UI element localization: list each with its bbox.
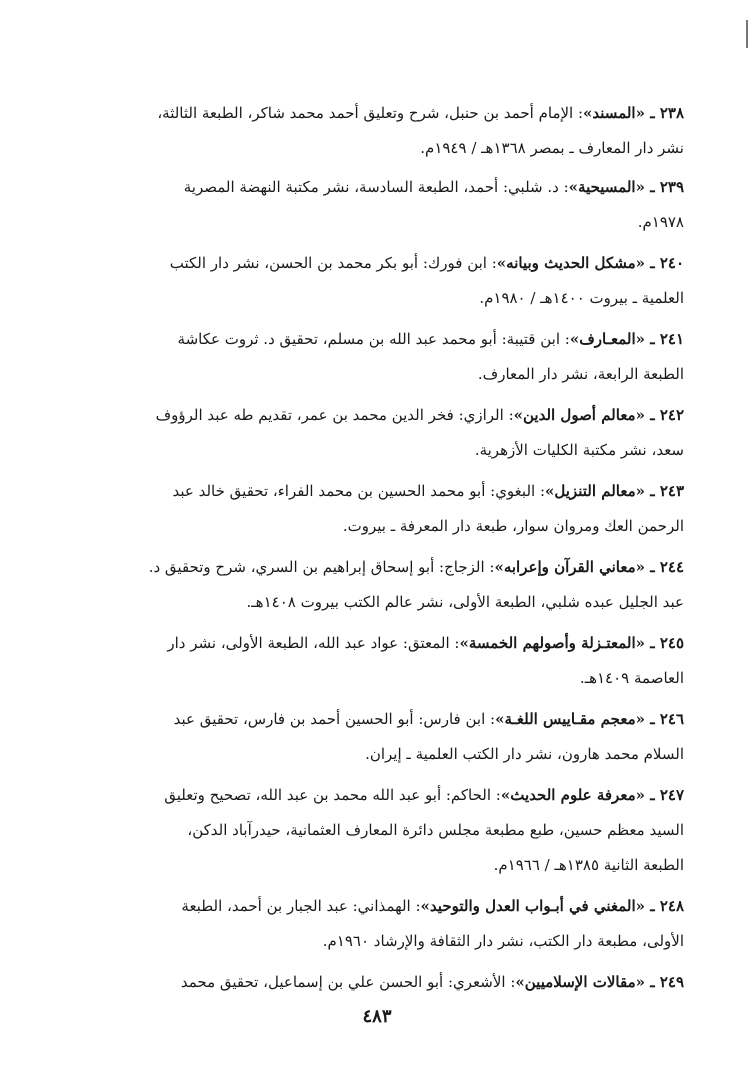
entry-number: ٢٤٣ [659, 482, 684, 500]
entry-title: «معاني القرآن وإعرابه» [494, 558, 645, 576]
entry-dash: ـ [644, 558, 660, 576]
entry-dash: ـ [644, 710, 660, 728]
entry-text: : د. شلبي: أحمد، الطبعة السادسة، نشر مكتبة النهضة المصرية [183, 178, 569, 196]
entry-dash: ـ [644, 973, 660, 991]
entry-number: ٢٤١ [659, 330, 684, 348]
entry-title: «المسند» [583, 104, 645, 122]
entry-first-line [104, 702, 684, 737]
entry-text: : الإمام أحمد بن حنبل، شرح وتعليق أحمد محمد شاكر، الطبعة الثالثة، [157, 104, 584, 122]
entry-text: : الهمذاني: عبد الجبار بن أحمد، الطبعة [181, 897, 421, 915]
entry-title: «المعتـزلة وأصولهم الخمسة» [459, 634, 645, 652]
entry-text: : الزجاج: أبو إسحاق إبراهيم بن السري، شرح وتحقيق د. [148, 558, 495, 576]
entry-dash: ـ [644, 104, 660, 122]
entry-continuation: سعد، نشر مكتبة الكليات الأزهرية. [474, 441, 684, 459]
bibliography-entry [104, 550, 684, 620]
entry-number: ٢٤٨ [659, 897, 684, 915]
entry-continuation: نشر دار المعارف ـ بمصر ١٣٦٨هـ / ١٩٤٩م. [420, 139, 684, 157]
entry-number: ٢٤٢ [659, 406, 684, 424]
entry-continuation: الأولى، مطبعة دار الكتب، نشر دار الثقافة والإرشاد ١٩٦٠م. [322, 932, 684, 950]
bibliography-entry [104, 965, 684, 1000]
entry-first-line [104, 474, 684, 509]
entry-number: ٢٤٦ [659, 710, 684, 728]
page-edge-mark [746, 20, 748, 48]
entry-continuation: العاصمة ١٤٠٩هـ. [579, 669, 684, 687]
page-number: ٤٨٣ [362, 1006, 392, 1027]
entry-continuation: ١٩٧٨م. [637, 213, 684, 231]
bibliography-entry [104, 246, 684, 316]
entry-dash: ـ [644, 482, 660, 500]
entry-continuation: عبد الجليل عبده شلبي، الطبعة الأولى، نشر عالم الكتب بيروت ١٤٠٨هـ. [246, 593, 684, 611]
entry-dash: ـ [644, 178, 660, 196]
entry-number: ٢٤٧ [659, 786, 684, 804]
bibliography-entry [104, 474, 684, 544]
entry-text: : الحاكم: أبو عبد الله محمد بن عبد الله، تصحيح وتعليق [164, 786, 501, 804]
entry-text: : البغوي: أبو محمد الحسين بن محمد الفراء، تحقيق خالد عبد [172, 482, 546, 500]
entry-text: : الأشعري: أبو الحسن علي بن إسماعيل، تحقيق محمد [180, 973, 516, 991]
entry-title: «معرفة علوم الحديث» [500, 786, 645, 804]
entry-dash: ـ [644, 897, 660, 915]
entry-continuation: الطبعة الثانية ١٣٨٥هـ / ١٩٦٦م. [493, 856, 684, 874]
entry-first-line [104, 322, 684, 357]
entry-first-line [104, 398, 684, 433]
entry-title: «المسيحية» [568, 178, 645, 196]
bibliography-entry [104, 702, 684, 772]
entry-number: ٢٣٩ [659, 178, 684, 196]
entry-dash: ـ [644, 330, 660, 348]
entry-first-line [104, 246, 684, 281]
entry-continuation: الطبعة الرابعة، نشر دار المعارف. [477, 365, 684, 383]
entry-number: ٢٣٨ [659, 104, 684, 122]
entry-title: «معالم التنزيل» [545, 482, 645, 500]
bibliography-entry [104, 96, 684, 166]
entry-dash: ـ [644, 254, 660, 272]
entry-first-line [104, 778, 684, 813]
bibliography-entry [104, 398, 684, 468]
entry-text: : ابن فورك: أبو بكر محمد بن الحسن، نشر دار الكتب [169, 254, 497, 272]
entry-text: : ابن فارس: أبو الحسين أحمد بن فارس، تحقيق عبد [173, 710, 496, 728]
entry-dash: ـ [644, 786, 660, 804]
entry-title: «مشكل الحديث وبيانه» [496, 254, 645, 272]
entry-number: ٢٤٤ [659, 558, 684, 576]
bibliography-list [104, 96, 684, 1006]
entry-continuation: العلمية ـ بيروت ١٤٠٠هـ / ١٩٨٠م. [479, 289, 684, 307]
entry-continuation: السيد معظم حسين، طبع مطبعة مجلس دائرة المعارف العثمانية، حيدرآباد الدكن، [187, 821, 684, 839]
entry-text: : المعتق: عواد عبد الله، الطبعة الأولى، نشر دار [167, 634, 460, 652]
entry-title: «المغني في أبـواب العدل والتوحيد» [420, 897, 645, 915]
entry-title: «معجم مقـاييس اللغـة» [495, 710, 645, 728]
entry-first-line [104, 170, 684, 205]
entry-text: : ابن قتيبة: أبو محمد عبد الله بن مسلم، تحقيق د. ثروت عكاشة [177, 330, 570, 348]
entry-continuation: الرحمن العك ومروان سوار، طبعة دار المعرفة ـ بيروت. [342, 517, 684, 535]
entry-continuation: السلام محمد هارون، نشر دار الكتب العلمية ـ إيران. [365, 745, 684, 763]
bibliography-entry [104, 889, 684, 959]
entry-first-line [104, 626, 684, 661]
entry-first-line [104, 965, 684, 1000]
bibliography-entry [104, 170, 684, 240]
entry-dash: ـ [644, 634, 660, 652]
entry-first-line [104, 889, 684, 924]
entry-number: ٢٤٩ [659, 973, 684, 991]
entry-dash: ـ [644, 406, 660, 424]
entry-title: «مقالات الإسلاميين» [515, 973, 645, 991]
bibliography-entry [104, 322, 684, 392]
entry-number: ٢٤٥ [659, 634, 684, 652]
bibliography-entry [104, 778, 684, 883]
bibliography-entry [104, 626, 684, 696]
entry-first-line [104, 550, 684, 585]
entry-title: «المعـارف» [569, 330, 645, 348]
entry-title: «معالم أصول الدين» [513, 406, 645, 424]
entry-number: ٢٤٠ [659, 254, 684, 272]
entry-text: : الرازي: فخر الدين محمد بن عمر، تقديم طه عبد الرؤوف [155, 406, 514, 424]
entry-first-line [104, 96, 684, 131]
